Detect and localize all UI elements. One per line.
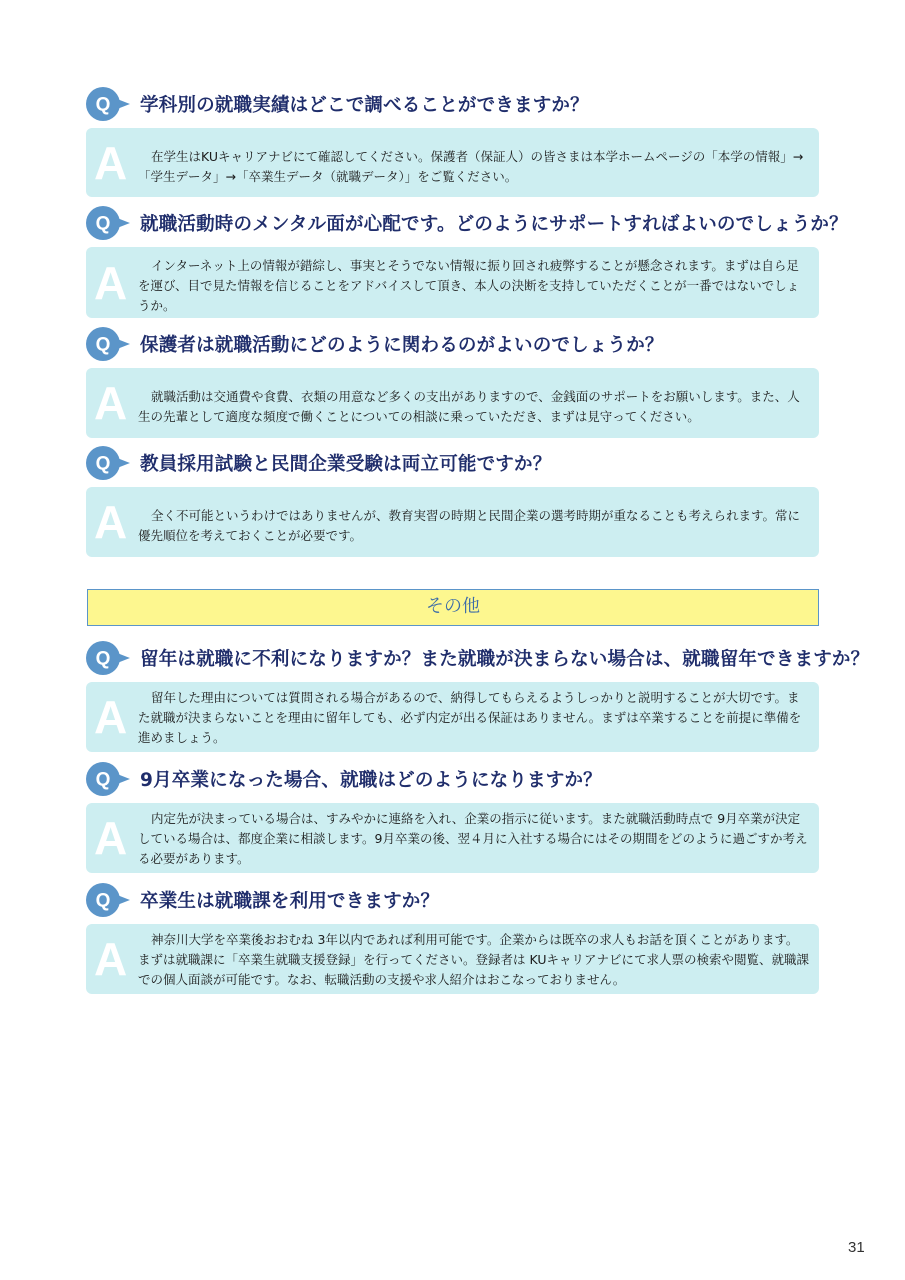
question-row	[86, 327, 819, 363]
answer-box	[86, 247, 819, 318]
page-number: 31	[848, 1239, 865, 1256]
question-text: 就職活動時のメンタル面が心配です。どのようにサポートすればよいのでしょうか？	[140, 214, 848, 235]
faq-item	[86, 327, 819, 438]
faq-item	[86, 446, 819, 557]
answer-badge-icon: A	[94, 933, 128, 985]
answer-text: 全く不可能というわけではありませんが、教育実習の時期と民間企業の選考時期が重なることも考えられます。常に優先順位を考えておくことが必要です。	[138, 508, 801, 543]
question-row	[86, 206, 848, 242]
question-text: 9月卒業になった場合、就職はどのようになりますか？	[140, 770, 602, 791]
answer-text: 留年した理由については質問される場合があるので、納得してもらえるようしっかりと説明することが大切です。また就職が決まらないことを理由に留年しても、必ず内定が出る保証はありません。まずは卒業することを前提に準備を進めましょう。	[138, 690, 802, 745]
question-text: 教員採用試験と民間企業受験は両立可能ですか？	[140, 454, 552, 475]
answer-badge-icon: A	[94, 136, 128, 189]
svg-text:Q: Q	[95, 94, 111, 116]
answer-badge-icon: A	[94, 812, 128, 864]
question-badge-icon	[86, 641, 130, 675]
answer-badge-icon: A	[94, 496, 128, 548]
answer-box	[86, 487, 819, 557]
question-badge-icon	[86, 762, 130, 796]
question-text: 卒業生は就職課を利用できますか？	[140, 891, 440, 912]
answer-box	[86, 128, 819, 197]
question-row	[86, 446, 819, 482]
faq-item	[86, 206, 848, 318]
question-row	[86, 883, 819, 919]
question-row	[86, 762, 819, 798]
answer-box	[86, 368, 819, 438]
section-banner-other: その他	[87, 589, 819, 626]
question-text: 保護者は就職活動にどのように関わるのがよいのでしょうか？	[140, 335, 664, 356]
svg-text:Q: Q	[95, 890, 111, 912]
question-row	[86, 87, 819, 123]
answer-text: 在学生はKUキャリアナビにて確認してください。保護者（保証人）の皆さまは本学ホームページの「本学の情報」→「学生データ」→「卒業生データ（就職データ）」をご覧ください。	[138, 149, 804, 184]
faq-item	[86, 883, 819, 994]
answer-box	[86, 803, 819, 873]
answer-box	[86, 682, 819, 752]
answer-badge-icon: A	[94, 377, 128, 429]
faq-item	[86, 87, 819, 197]
question-badge-icon	[86, 327, 130, 361]
answer-badge-icon: A	[94, 256, 128, 309]
question-badge-icon	[86, 446, 130, 480]
answer-text: 神奈川大学を卒業後おおむね 3年以内であれば利用可能です。企業からは既卒の求人もお話を頂くことがあります。まずは就職課に「卒業生就職支援登録」を行ってください。登録者は KUキャリアナビにて求人票の検索や閲覧、就職課での個人面談が可能です。なお、転職活動の支援や求人紹介はおこなっておりません。	[138, 932, 809, 987]
faq-item	[86, 762, 819, 873]
svg-text:Q: Q	[95, 648, 111, 670]
faq-item	[86, 641, 870, 752]
question-badge-icon	[86, 87, 130, 121]
svg-text:Q: Q	[95, 334, 111, 356]
svg-text:Q: Q	[95, 769, 111, 791]
answer-box	[86, 924, 819, 994]
question-badge-icon	[86, 883, 130, 917]
svg-text:Q: Q	[95, 453, 111, 475]
svg-text:Q: Q	[95, 213, 111, 235]
answer-text: 内定先が決まっている場合は、すみやかに連絡を入れ、企業の指示に従います。また就職活動時点で 9月卒業が決定している場合は、都度企業に相談します。9月卒業の後、翌４月に入社する場合にはその期間をどのように過ごすか考える必要があります。	[138, 811, 808, 866]
question-text: 学科別の就職実績はどこで調べることができますか？	[140, 95, 589, 116]
answer-text: 就職活動は交通費や食費、衣類の用意など多くの支出がありますので、金銭面のサポートをお願いします。また、人生の先輩として適度な頻度で働くことについての相談に乗っていただき、まずは見守ってください。	[138, 389, 800, 424]
answer-badge-icon: A	[94, 691, 128, 743]
question-text: 留年は就職に不利になりますか？また就職が決まらない場合は、就職留年できますか？	[140, 649, 870, 670]
answer-text: インターネット上の情報が錯綜し、事実とそうでない情報に振り回され疲弊することが懸念されます。まずは自ら足を運び、目で見た情報を信じることをアドバイスして頂き、本人の決断を支持していただくことが一番ではないでしょうか。	[138, 258, 800, 313]
question-row	[86, 641, 870, 677]
question-badge-icon	[86, 206, 130, 240]
